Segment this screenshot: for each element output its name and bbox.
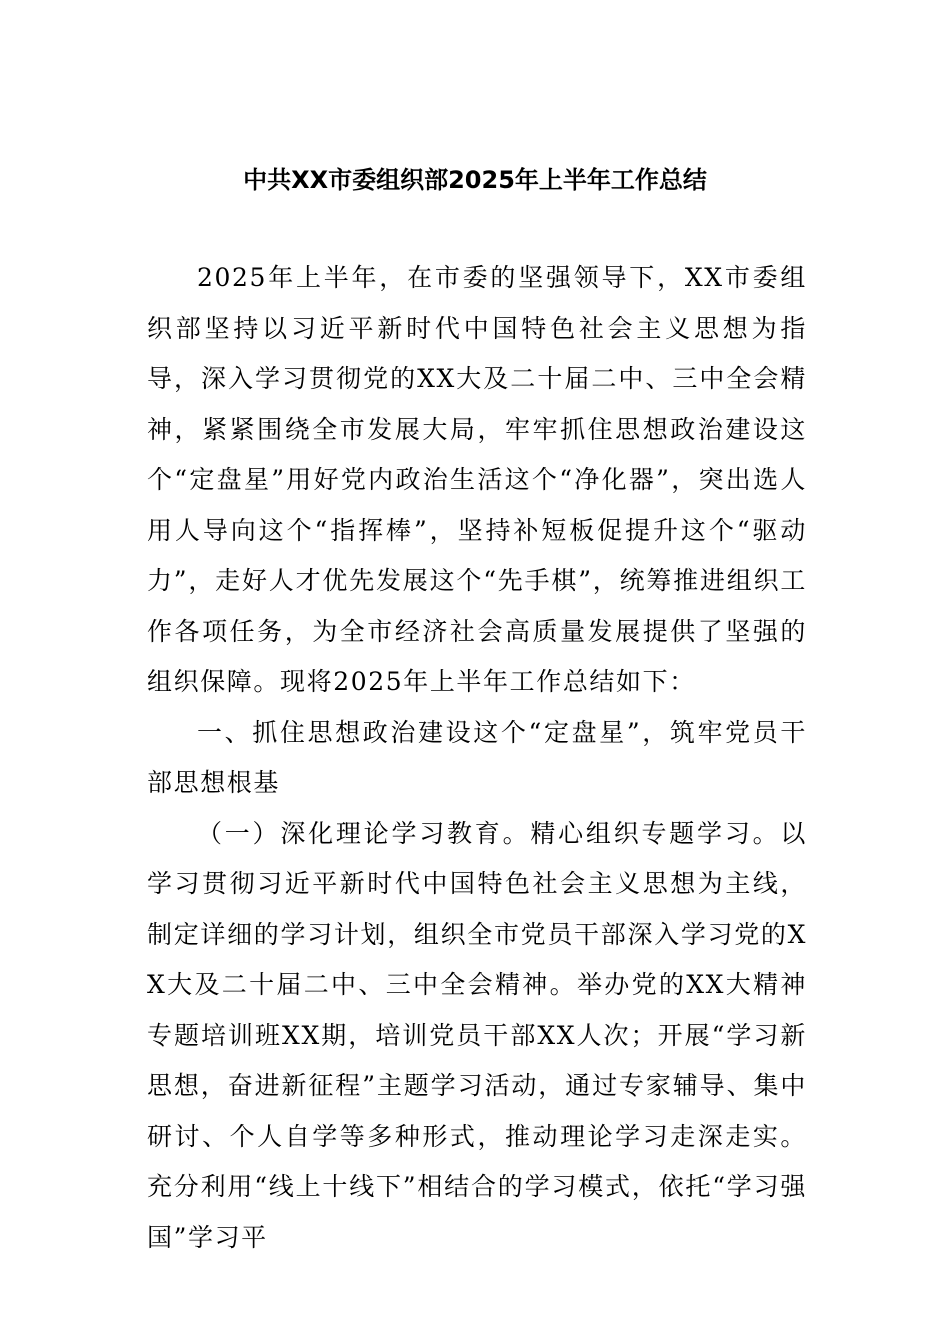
intro-paragraph: 2025年上半年，在市委的坚强领导下，XX市委组织部坚持以习近平新时代中国特色社会主义思想为指导，深入学习贯彻党的XX大及二十届二中、三中全会精神，紧紧围绕全市发展大局，牢牢抓住思想政治建设这个“定盘星”用好党内政治生活这个“净化器”，突出选人用人导向这个“指挥棒”，坚持补短板促提升这个“驱动力”，走好人才优先发展这个“先手棋”，统筹推进组织工作各项任务，为全市经济社会高质量发展提供了坚强的组织保障。现将2025年上半年工作总结如下： (147, 263, 807, 696)
subsection-paragraph-1: （一）深化理论学习教育。精心组织专题学习。以学习贯彻习近平新时代中国特色社会主义思想为主线，制定详细的学习计划，组织全市党员干部深入学习党的XX大及二十届二中、三中全会精神。举办党的XX大精神专题培训班XX期，培训党员干部XX人次；开展“学习新思想，奋进新征程”主题学习活动，通过专家辅导、集中研讨、个人自学等多种形式，推动理论学习走深走实。充分利用“线上十线下”相结合的学习模式，依托“学习强国”学习平 (147, 818, 807, 1252)
section-heading-1: 一、抓住思想政治建设这个“定盘星”，筑牢党员干部思想根基 (147, 717, 807, 797)
document-title: 中共XX市委组织部2025年上半年工作总结 (243, 166, 707, 194)
document-body (147, 253, 807, 1263)
